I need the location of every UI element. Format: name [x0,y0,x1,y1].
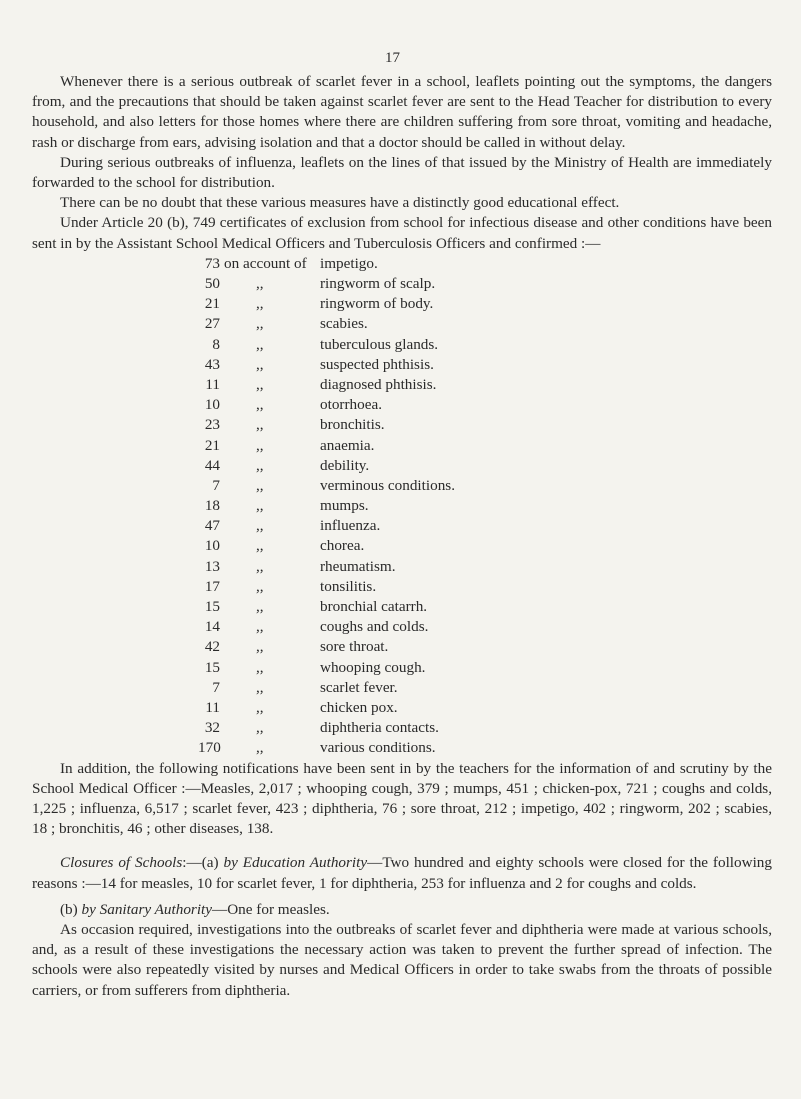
ditto-mark: ,, [256,355,264,373]
exclusion-row [32,577,772,597]
exclusion-row [32,254,772,274]
exclusion-row [32,637,772,657]
ditto-mark: ,, [256,618,264,636]
ditto-mark: ,, [256,577,264,595]
exclusion-condition: scabies. [320,315,368,333]
ditto-mark: ,, [256,517,264,535]
exclusion-row [32,557,772,577]
exclusion-count: 14 [204,618,220,636]
exclusion-row [32,456,772,476]
exclusion-row [32,678,772,698]
exclusion-condition: influenza. [320,517,381,535]
paragraph-closures-b [32,900,772,920]
paragraph-influenza-leaflets: During serious outbreaks of influenza, leaflets on the lines of that issued by the Ministry of Health are immediately forwarded to the school for distribution. [32,153,772,192]
exclusion-count: 7 [212,678,220,696]
exclusion-row [32,395,772,415]
exclusion-condition: ringworm of body. [320,295,434,313]
exclusion-condition: scarlet fever. [320,678,398,696]
exclusion-count: 21 [204,436,220,454]
exclusion-condition: bronchial catarrh. [320,598,428,616]
exclusion-count: 8 [212,335,220,353]
exclusion-row [32,597,772,617]
exclusion-condition: otorrhoea. [320,396,382,414]
paragraph-notifications: In addition, the following notifications have been sent in by the teachers for the information of and scrutiny by the School Medical Officer :—Measles, 2,017 ; whooping cough, 379 ; mumps, 451 ; chicken-pox, 721 ; coughs and colds, 1,225 ; influenza, 6,517 ; scarlet fever, 423 ; diphtheria, 76 ; sore throat, 212 ; impetigo, 402 ; ringworm, 202 ; scabies, 18 ; bronchitis, 46 ; other diseases, 138. [32,759,772,838]
exclusion-count: 17 [204,577,220,595]
ditto-mark: ,, [256,658,264,676]
exclusion-row [32,658,772,678]
exclusion-list [32,254,772,759]
ditto-mark: ,, [256,375,264,393]
exclusion-count: 7 [212,476,220,494]
ditto-mark: ,, [256,416,264,434]
document-body [32,72,772,1001]
exclusion-condition: whooping cough. [320,658,426,676]
exclusion-count: 18 [204,497,220,515]
ditto-mark: ,, [256,698,264,716]
paragraph-closures-a [32,853,772,893]
exclusion-row [32,516,772,536]
closures-b-text: —One for measles. [212,900,330,918]
ditto-mark: ,, [256,557,264,575]
exclusion-condition: diagnosed phthisis. [320,375,437,393]
ditto-mark: ,, [256,719,264,737]
page-number: 17 [385,50,400,66]
exclusion-count: 32 [204,719,220,737]
exclusion-count: 43 [204,355,220,373]
paragraph-investigations: As occasion required, investigations into the outbreaks of scarlet fever and diphtheria were made at various schools, and, as a result of these investigations the necessary action was taken to prevent the further spread of infection. The schools were also repeatedly visited by nurses and Medical Officers in order to take swabs from the throats of possible carriers, or from sufferers from diphtheria. [32,920,772,999]
exclusion-row [32,335,772,355]
exclusion-condition: tuberculous glands. [320,335,439,353]
exclusion-condition: chicken pox. [320,698,398,716]
ditto-mark: ,, [256,598,264,616]
exclusion-row [32,294,772,314]
exclusion-row [32,718,772,738]
closures-heading: Closures of Schools [60,854,183,872]
exclusion-count: 11 [205,375,220,393]
exclusion-condition: suspected phthisis. [320,355,434,373]
exclusion-count: 13 [204,557,220,575]
ditto-mark: ,, [256,497,264,515]
exclusion-condition: mumps. [320,497,369,515]
exclusion-prefix: on account of [224,254,307,272]
exclusion-count: 44 [204,456,220,474]
exclusion-condition: impetigo. [320,254,378,272]
exclusion-condition: bronchitis. [320,416,385,434]
closures-a-label: by Education Authority [223,854,368,872]
exclusion-count: 170 [198,739,221,757]
ditto-mark: ,, [256,335,264,353]
exclusion-condition: coughs and colds. [320,618,429,636]
ditto-mark: ,, [256,537,264,555]
exclusion-condition: verminous conditions. [320,476,455,494]
closures-b-label: by Sanitary Authority [81,900,213,918]
exclusion-condition: anaemia. [320,436,375,454]
ditto-mark: ,, [256,476,264,494]
exclusion-condition: ringworm of scalp. [320,275,436,293]
exclusion-count: 23 [204,416,220,434]
exclusion-condition: various conditions. [320,739,436,757]
exclusion-condition: rheumatism. [320,557,396,575]
exclusion-condition: sore throat. [320,638,389,656]
exclusion-row [32,274,772,294]
ditto-mark: ,, [256,436,264,454]
exclusion-row [32,738,772,758]
exclusion-count: 21 [204,295,220,313]
exclusion-row [32,617,772,637]
exclusion-count: 10 [204,537,220,555]
exclusion-condition: debility. [320,456,370,474]
ditto-mark: ,, [256,678,264,696]
exclusion-count: 27 [204,315,220,333]
ditto-mark: ,, [256,739,264,757]
exclusion-count: 10 [204,396,220,414]
ditto-mark: ,, [256,275,264,293]
paragraph-exclusion-certificates: Under Article 20 (b), 749 certificates of exclusion from school for infectious disease and other conditions have been sent in by the Assistant School Medical Officers and Tuberculosis Officers and confirmed :— [32,214,772,252]
exclusion-row [32,496,772,516]
exclusion-row [32,436,772,456]
closures-b-prefix: (b) [60,900,82,918]
ditto-mark: ,, [256,638,264,656]
exclusion-row [32,536,772,556]
exclusion-count: 15 [204,598,220,616]
exclusion-row [32,415,772,435]
exclusion-count: 11 [205,698,220,716]
exclusion-condition: chorea. [320,537,365,555]
paragraph-scarlet-fever-leaflets: Whenever there is a serious outbreak of scarlet fever in a school, leaflets pointing out the symptoms, the dangers from, and the precautions that should be taken against scarlet fever are sent to the Head Teacher for distribution to every household, and also letters for those homes where there are children suffering from sore throat, vomiting and headache, rash or discharge from ears, advising isolation and that a doctor should be called in without delay. [32,73,772,151]
exclusion-row [32,698,772,718]
ditto-mark: ,, [256,456,264,474]
exclusion-count: 50 [204,275,220,293]
ditto-mark: ,, [256,295,264,313]
exclusion-count: 47 [204,517,220,535]
exclusion-condition: diphtheria contacts. [320,719,439,737]
exclusion-condition: tonsilitis. [320,577,377,595]
exclusion-row [32,314,772,334]
exclusion-count: 73 [204,254,220,272]
closures-a-text: —Two hundred and eighty schools were closed for the following reasons :—14 for measles, 10 for scarlet fever, 1 for diphtheria, 253 for influenza and 2 for coughs and colds. [32,854,772,892]
exclusion-row [32,355,772,375]
exclusion-row [32,375,772,395]
ditto-mark: ,, [256,315,264,333]
exclusion-count: 42 [204,638,220,656]
exclusion-row [32,476,772,496]
closures-a-intro: :—(a) [182,854,224,872]
paragraph-educational-effect: There can be no doubt that these various measures have a distinctly good educational effect. [60,194,620,212]
ditto-mark: ,, [256,396,264,414]
exclusion-count: 15 [204,658,220,676]
